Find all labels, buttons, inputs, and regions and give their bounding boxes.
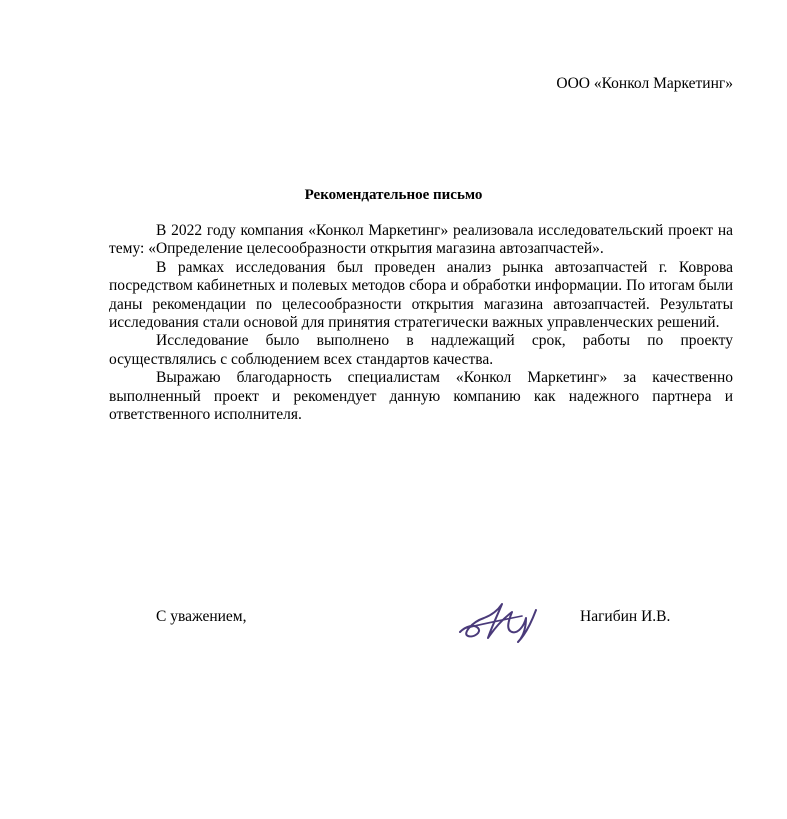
letter-title: Рекомендательное письмо [304, 187, 483, 203]
signer-name: Нагибин И.В. [580, 608, 671, 625]
letter-body [109, 222, 733, 424]
paragraph-2: В рамках исследования был проведен анализ рынка автозапчастей г. Коврова посредством кабинетных и полевых методов сбора и обработки информации. По итогам были даны рекомендации по целесообразности открытия магазина автозапчастей. Результаты исследования стали основой для принятия стратегически важных управленческих решений. [109, 258, 733, 332]
closing-text: С уважением, [156, 608, 247, 625]
company-name: ООО «Конкол Маркетинг» [556, 75, 733, 92]
paragraph-4: Выражаю благодарность специалистам «Конкол Маркетинг» за качественно выполненный проект и рекомендует данную компанию как надежного партнера и ответственного исполнителя. [109, 369, 733, 424]
paragraph-1: В 2022 году компания «Конкол Маркетинг» реализовала исследовательский проект на тему: «Определение целесообразности открытия магазина автозапчастей». [109, 222, 733, 258]
signature-stroke [460, 604, 536, 642]
handwritten-signature [452, 596, 542, 646]
paragraph-3: Исследование было выполнено в надлежащий срок, работы по проекту осуществлялись с соблюдением всех стандартов качества. [109, 332, 733, 368]
